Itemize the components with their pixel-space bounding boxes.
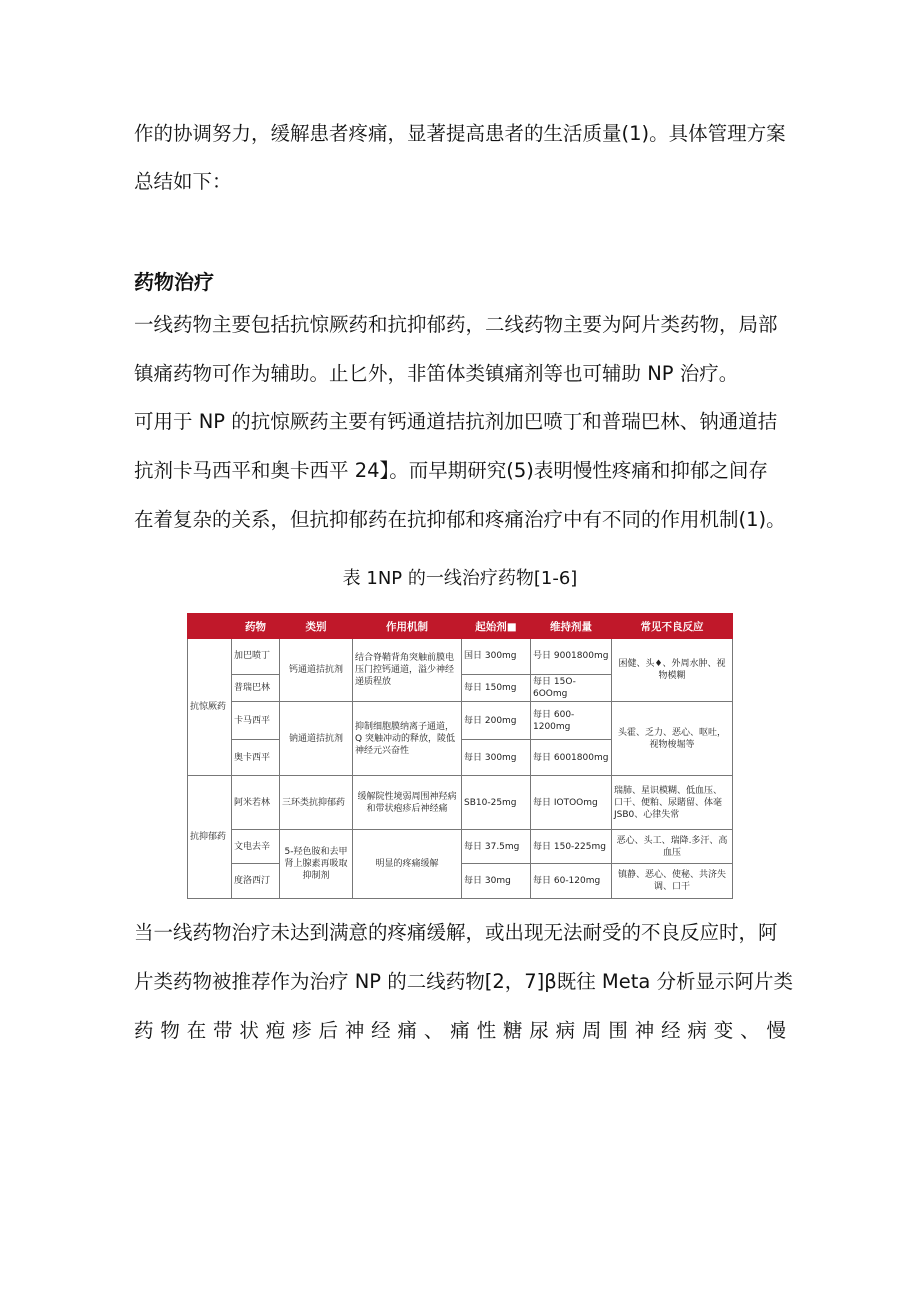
maint-dose-cell: 每日 IOTOOmg	[531, 776, 612, 830]
start-dose-cell: 每日 37.5mg	[462, 830, 531, 864]
drug-cell: 度洛西汀	[232, 864, 280, 899]
paragraph-line: 一线药物主要包括抗惊厥药和抗抑郁药，二线药物主要为阿片类药物，局部	[134, 313, 778, 336]
paragraph-line: 可用于 NP 的抗惊厥药主要有钙通道拮抗剂加巴喷丁和普瑞巴林、钠通道拮	[134, 410, 778, 433]
start-dose-cell: 每日 200mg	[462, 702, 531, 740]
start-dose-cell: 每日 150mg	[462, 675, 531, 702]
class-cell: 钙通道拮抗剂	[280, 639, 353, 702]
paragraph-line: 作的协调努力，缓解患者疼痛，显著提高患者的生活质量(1)。具体管理方案	[134, 122, 786, 145]
table-row	[188, 776, 733, 830]
table-row	[188, 830, 733, 864]
drug-cell: 文电去辛	[232, 830, 280, 864]
paragraph-line: 片类药物被推荐作为治疗 NP 的二线药物[2，7]β既往 Meta 分析显示阿片类	[134, 970, 794, 993]
header-cell: 常见不良反应	[612, 614, 733, 639]
header-cell	[188, 614, 232, 639]
maint-dose-cell: 每日 60-120mg	[531, 864, 612, 899]
mechanism-cell: 明显的疼痛缓解	[353, 830, 462, 899]
maint-dose-cell: 每日 15O-6OOmg	[531, 675, 612, 702]
class-cell: 5-羟色胺和去甲肾上腺素再吸取抑制剂	[280, 830, 353, 899]
paragraph-line: 抗剂卡马西平和奥卡西平 24】。而早期研究(5)表明慢性疼痛和抑郁之间存	[134, 459, 768, 482]
table-header-row	[188, 614, 733, 639]
adverse-cell: 头霍、乏力、恶心、呕吐，视物梭堀等	[612, 702, 733, 776]
paragraph-line: 当一线药物治疗未达到满意的疼痛缓解，或出现无法耐受的不良反应时，阿	[134, 921, 778, 944]
paragraph-line: 药物在带状疱疹后神经痛、痛性糖尿病周围神经病变、慢	[134, 1019, 786, 1042]
maint-dose-cell: 号日 9001800mg	[531, 639, 612, 675]
table-row	[188, 702, 733, 740]
adverse-cell: 镇静、恶心、使秘、共济失调、口干	[612, 864, 733, 899]
start-dose-cell: SB10-25mg	[462, 776, 531, 830]
section-heading: 药物治疗	[134, 270, 214, 294]
mechanism-cell: 抑制细胞膜纳离子通道，Q 突触冲动的释放，陵低神经元兴奋性	[353, 702, 462, 776]
drug-cell: 加巴喷丁	[232, 639, 280, 675]
paragraph-line: 镇痛药物可作为辅助。止匕外，非笛体类镇痛剂等也可辅助 NP 治疗。	[134, 362, 739, 385]
class-cell: 三环类抗抑郁药	[280, 776, 353, 830]
maint-dose-cell: 每日 150-225mg	[531, 830, 612, 864]
maint-dose-cell: 每日 6001800mg	[531, 740, 612, 776]
adverse-cell: 恶心、头工、瑞降.多汗、高血压	[612, 830, 733, 864]
table-row	[188, 639, 733, 675]
class-cell: 钠通道拮抗剂	[280, 702, 353, 776]
header-cell: 药物	[232, 614, 280, 639]
header-cell: 维持剂量	[531, 614, 612, 639]
header-cell: 作用机制	[353, 614, 462, 639]
header-cell: 起始剂■	[462, 614, 531, 639]
drug-cell: 普瑞巴林	[232, 675, 280, 702]
start-dose-cell: 国日 300mg	[462, 639, 531, 675]
adverse-cell: 困健、头♦、外周水肿、视物模糊	[612, 639, 733, 702]
drug-cell: 阿米若林	[232, 776, 280, 830]
drug-cell: 卡马西平	[232, 702, 280, 740]
header-cell: 类别	[280, 614, 353, 639]
mechanism-cell: 结合脊鞘背角突触前膜电压门控钙通道，溢少神经递质程放	[353, 639, 462, 702]
paragraph-line: 总结如下：	[134, 170, 232, 193]
table-caption: 表 1NP 的一线治疗药物[1-6]	[342, 568, 578, 589]
group-cell: 抗抑郁药	[188, 776, 232, 899]
drug-table	[187, 613, 732, 898]
group-cell: 抗惊厥药	[188, 639, 232, 776]
maint-dose-cell: 每日 600-1200mg	[531, 702, 612, 740]
mechanism-cell: 缓解院性境弱周围神羟病和带状疱疹后神经痛	[353, 776, 462, 830]
paragraph-line: 在着复杂的关系，但抗抑郁药在抗抑郁和疼痛治疗中有不同的作用机制(1)。	[134, 508, 786, 531]
start-dose-cell: 每日 300mg	[462, 740, 531, 776]
drug-cell: 奥卡西平	[232, 740, 280, 776]
adverse-cell: 瑞肺、星识模糊、低血压、口干、便粕、尿賭留、体毫JSB0、心律失常	[612, 776, 733, 830]
start-dose-cell: 每日 30mg	[462, 864, 531, 899]
